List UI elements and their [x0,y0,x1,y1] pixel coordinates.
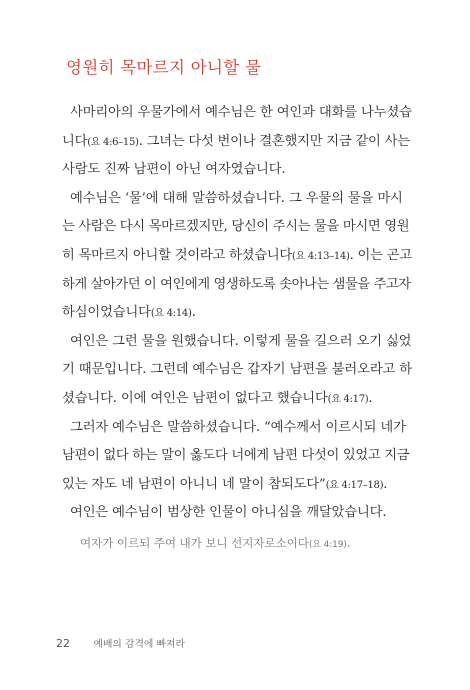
text-line [62,442,412,471]
line-text: 여인은 예수님이 범상한 인물이 아니심을 깨달았습니다. [70,505,387,521]
scripture-reference: (요 4:17–18) [325,479,384,491]
scripture-quote [80,535,350,551]
text-line [62,271,412,300]
text-line [62,156,412,185]
text-line [62,99,412,128]
line-text: 하게 살아가던 이 여인에게 영생하도록 솟아나는 샘물을 주고자 [62,276,411,292]
text-line [62,385,412,414]
text-line [62,213,412,242]
quote-end: . [346,536,351,550]
quote-reference: (요 4:19) [308,540,347,550]
line-text: 히 목마르지 아니할 것이라고 하셨습니다 [62,247,293,263]
running-title: 예배의 감격에 빠져라 [93,639,185,650]
scripture-reference: (요 4:14) [150,308,192,320]
line-text: 있는 자도 네 남편이 아니니 네 말이 참되도다” [62,476,326,492]
text-line [62,299,412,328]
line-text: 는 사람은 다시 목마르겠지만, 당신이 주시는 물을 마시면 영원 [62,219,410,235]
scripture-reference: (요 4:6–15) [87,136,139,148]
quote-text: 여자가 이르되 주여 내가 보니 선지자로소이다 [80,536,309,550]
text-line [62,328,412,357]
line-text-continued: . [191,305,196,321]
text-line [62,185,412,214]
text-line [62,471,412,500]
text-line [62,414,412,443]
line-text-continued: . [368,390,373,406]
line-text: 니다 [62,133,88,149]
text-line [62,242,412,271]
line-text: 남편이 없다 하는 말이 옳도다 너에게 남편 다섯이 있었고 지금 [62,448,410,464]
scripture-reference: (요 4:13–14) [292,250,350,262]
body-text [62,99,412,528]
line-text: 하심이었습니다 [62,305,151,321]
line-text: 예수님은 ‘물’에 대해 말씀하셨습니다. 그 우물의 물을 마시 [70,190,403,206]
page-footer [56,636,185,650]
line-text-continued: . 이는 곤고 [349,247,412,263]
line-text-continued: . [383,476,388,492]
line-text-continued: . 그녀는 다섯 번이나 결혼했지만 지금 같이 사는 [138,133,410,149]
section-title: 영원히 목마르지 아니할 물 [66,58,262,77]
page-number: 22 [56,637,70,650]
line-text: 여인은 그런 물을 원했습니다. 이렇게 물을 길으러 오기 싫었 [70,333,412,349]
text-line [62,128,412,157]
line-text: 기 때문입니다. 그런데 예수님은 갑자기 남편을 불러오라고 하 [62,362,412,378]
line-text: 사마리아의 우물가에서 예수님은 한 여인과 대화를 나누셨습 [70,105,412,120]
text-line [62,499,412,528]
line-text: 그러자 예수님은 말씀하셨습니다. “예수께서 이르시되 네가 [70,419,406,435]
line-text: 셨습니다. 이에 여인은 남편이 없다고 했습니다 [62,390,328,406]
line-text: 사람도 진짜 남편이 아닌 여자였습니다. [62,162,286,178]
scripture-reference: (요 4:17) [327,393,369,405]
text-line [62,356,412,385]
